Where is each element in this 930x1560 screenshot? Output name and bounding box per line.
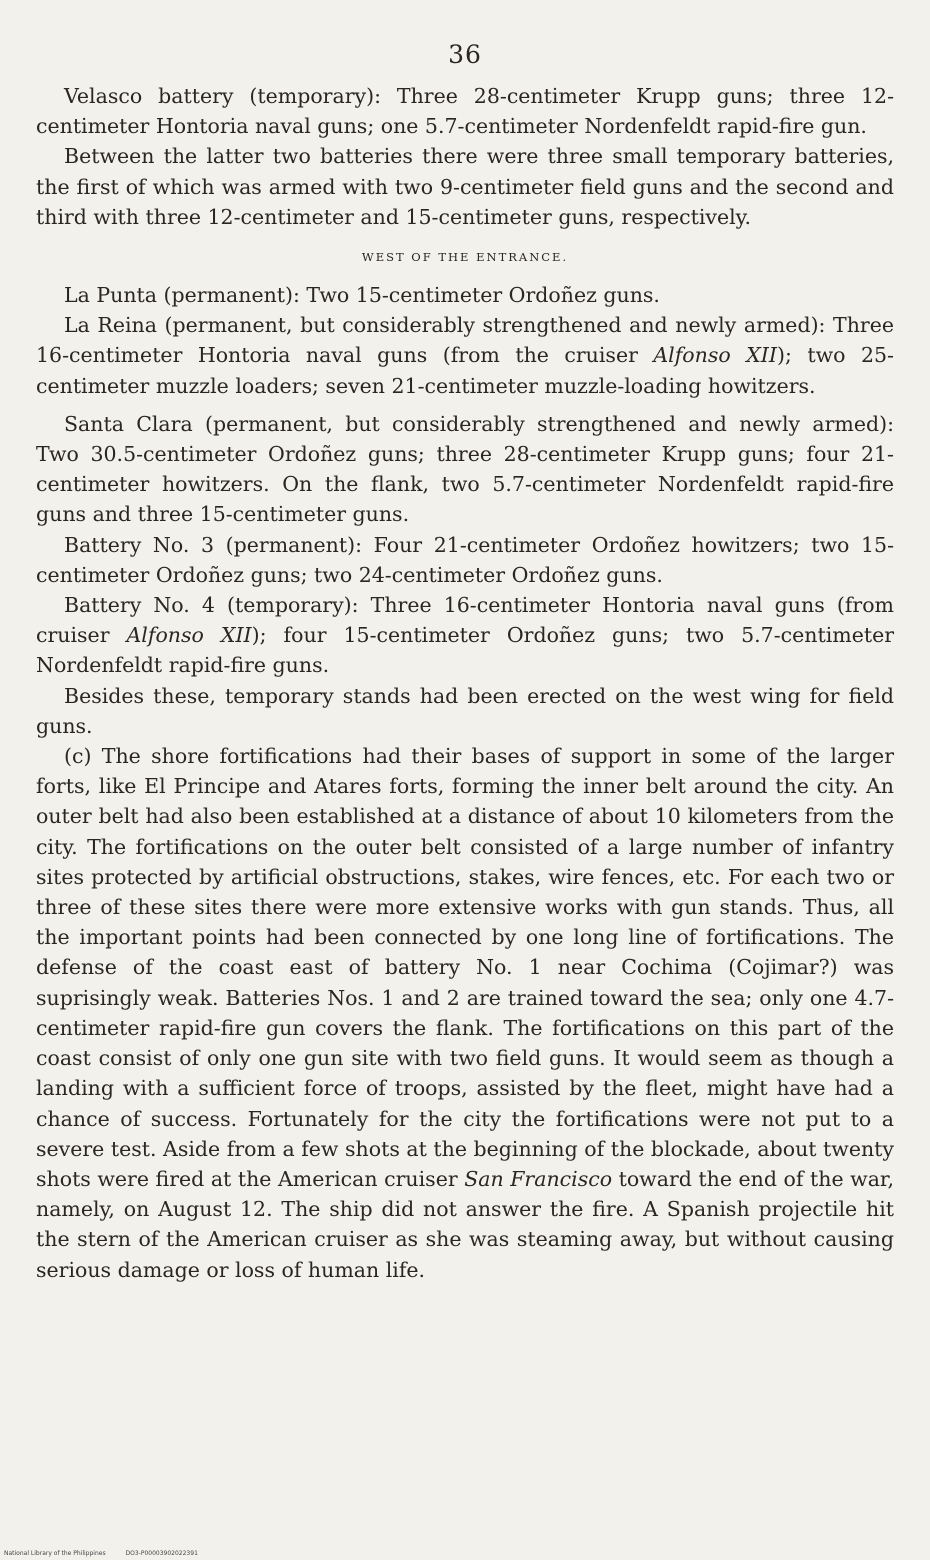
la-reina-text-end: ); two 25-centimeter muzzle loaders; seven 21-centimeter muzzle-loading howitzers. <box>36 343 894 398</box>
paragraph-temporary-batteries: Between the latter two batteries there were three small temporary batteries, the first of which was armed with two 9-centimeter field guns and the second and third with three 12-centimeter and 15-centimeter guns, respectively. <box>36 144 894 229</box>
document-identifier: DO3-P00003902022391 <box>125 1550 198 1557</box>
paragraph-la-punta: La Punta (permanent): Two 15-centimeter Ordoñez guns. <box>64 283 660 308</box>
paragraph-velasco: Velasco battery (temporary): Three 28-centimeter Krupp guns; three 12-centimeter Hontoria naval guns; one 5.7-centimeter Nordenfeldt rapid-fire gun. <box>36 84 894 139</box>
paragraph-battery-3: Battery No. 3 (permanent): Four 21-centimeter Ordoñez howitzers; two 15-centimeter Ordoñez guns; two 24-centimeter Ordoñez guns. <box>36 532 894 587</box>
paragraph-la-reina <box>36 310 894 401</box>
battery-4-text-end: ); four 15-centimeter Ordoñez guns; two 5.7-centimeter Nordenfeldt rapid-fire guns. <box>36 623 895 678</box>
scan-footer <box>4 1550 216 1557</box>
paragraph-santa-clara: Santa Clara (permanent, but considerably strengthened and newly armed): Two 30.5-centimeter Ordoñez guns; three 28-centimeter Krupp guns; four 21-centimeter howitzers. On the flank, two 5.7-centimeter Nordenfeldt rapid-fire guns and three 15-centimeter guns. <box>36 411 894 527</box>
ship-name: San Francisco <box>464 1166 613 1191</box>
paragraph-c-text: (c) The shore fortifications had their bases of support in some of the larger forts, like El Principe and Atares forts, forming the inner belt around the city. An outer belt had also been established at a distance of about 10 kilometers from the city. The fortifications on the outer belt consisted of a large number of infantry sites protected by artificial obstructions, stakes, wire fences, etc. For each two or three of these sites there were more extensive works with gun stands. Thus, all the important points had been connected by one long line of fortifications. The defense of the coast east of battery No. 1 near Cochima (Cojimar?) was suprisingly weak. Batteries Nos. 1 and 2 are trained toward the sea; only one 4.7-centimeter rapid-fire gun covers the flank. The fortifications on this part of the coast consist of only one gun site with two field guns. It would seem as though a landing with a sufficient force of troops, assisted by the fleet, might have had a chance of success. Fortunately for the city the fortifications were not put to a severe test. Aside from a few shots at the beginning of the blockade, about twenty shots were fired at the American cruiser <box>36 744 894 1191</box>
ship-name: Alfonso XII <box>653 343 777 368</box>
paragraph-c-text-end: toward the end of the war, namely, on August 12. The ship did not answer the fire. A Spanish projectile hit the stern of the American cruiser as she was steaming away, but without causing serious damage or loss of human life. <box>36 1166 894 1282</box>
battery-4-text: Battery No. 4 (temporary): Three 16-centimeter Hontoria naval guns (from cruiser <box>36 593 894 648</box>
la-reina-text: La Reina (permanent, but considerably strengthened and newly armed): Three 16-centimeter Hontoria naval guns (from the cruiser <box>36 313 894 368</box>
library-name: National Library of the Philippines <box>4 1550 106 1557</box>
paragraph-battery-4 <box>36 590 894 681</box>
section-heading: WEST OF THE ENTRANCE. <box>361 250 569 265</box>
paragraph-besides: Besides these, temporary stands had been erected on the west wing for field guns. <box>36 683 894 738</box>
document-page <box>36 40 894 1285</box>
paragraph-c <box>36 741 894 1285</box>
page-number: 36 <box>448 40 482 69</box>
ship-name: Alfonso XII <box>126 623 252 648</box>
